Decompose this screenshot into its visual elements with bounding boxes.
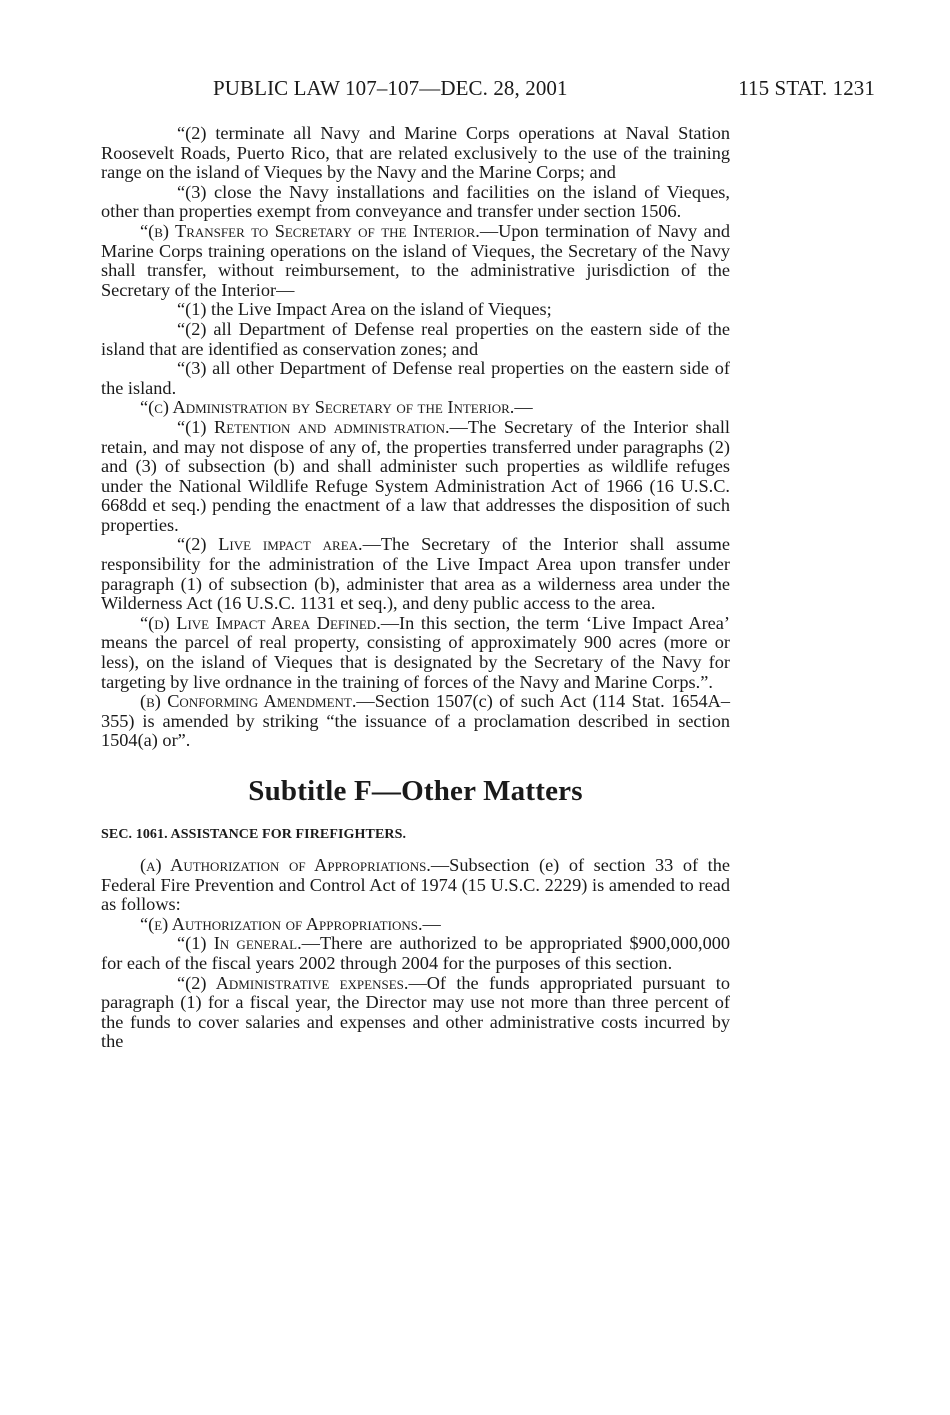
paragraph-text: —There are authorized to be appropriated $900,000,000 for each of the fiscal years 2002 through 2004 for the purposes of this section.	[101, 933, 730, 973]
paragraph-in-general	[101, 934, 730, 973]
paragraph-conforming-amendment	[101, 692, 730, 751]
paragraph-authorization-of-appropriations	[101, 856, 730, 915]
paragraph-close-installations: “(3) close the Navy installations and facilities on the island of Vieques, other than properties exempt from conveyance and transfer under section 1506.	[101, 181, 730, 222]
section-heading: SEC. 1061. ASSISTANCE FOR FIREFIGHTERS.	[101, 827, 407, 842]
paragraph-administration-heading	[101, 398, 730, 418]
paragraph-heading: “(1) In general.	[177, 933, 302, 954]
paragraph-text: —The Secretary of the Interior shall retain, and may not dispose of any of, the properties transferred under paragraphs (2) and (3) of subsection (b) and shall administer such properties as wildlife refuges under the National Wildlife Refuge System Administration Act of 1966 (16 U.S.C. 668dd et seq.) pending the enactment of a law that addresses the disposition of such properties.	[101, 416, 731, 535]
paragraph-administrative-expenses	[101, 974, 730, 1052]
paragraph-live-impact-area	[101, 535, 730, 613]
paragraph-heading: (a) Authorization of Appropriations.	[140, 855, 431, 875]
text-column	[101, 124, 730, 1052]
paragraph-text: —The Secretary of the Interior shall assume responsibility for the administration of the Live Impact Area upon transfer under paragraph (1) of subsection (b), administer that area as a wilderness area under the Wilderness Act (16 U.S.C. 1131 et seq.), and deny public access to the area.	[101, 534, 730, 614]
paragraph-live-impact-area-item: “(1) the Live Impact Area on the island of Vieques;	[177, 299, 552, 320]
statute-page-number: 115 STAT. 1231	[738, 76, 875, 100]
paragraph-transfer-to-interior	[101, 222, 730, 300]
paragraph-text: —	[422, 913, 441, 934]
paragraph-heading: “(2) Live impact area.	[177, 534, 363, 555]
subtitle-heading: Subtitle F—Other Matters	[248, 775, 583, 807]
paragraph-terminate-operations: “(2) terminate all Navy and Marine Corps operations at Naval Station Roosevelt Roads, Puerto Rico, that are related exclusively to the use of the training range on the island of Vieques by the Navy and the Marine Corps; and	[101, 123, 730, 183]
paragraph-text: —Of the funds appropriated pursuant to paragraph (1) for a fiscal year, the Director may use not more than three percent of the funds to cover salaries and expenses and other administrative costs incurred by the	[101, 972, 730, 1052]
paragraph-text: —In this section, the term ‘Live Impact Area’ means the parcel of real property, consisting of approximately 900 acres (more or less), on the island of Vieques that is designated by the Secretary of the Navy for targeting by live ordnance in the training of forces of the Navy and Marine Corps.”.	[101, 612, 730, 692]
paragraph-conservation-zones: “(2) all Department of Defense real properties on the eastern side of the island that are identified as conservation zones; and	[101, 318, 730, 359]
paragraph-heading: “(b) Transfer to Secretary of the Interior.	[140, 220, 480, 241]
paragraph-live-impact-area-defined	[101, 614, 730, 692]
paragraph-e-authorization-heading	[101, 915, 730, 935]
paragraph-heading: “(2) Administrative expenses.	[177, 972, 409, 993]
paragraph-other-real-properties: “(3) all other Department of Defense real properties on the eastern side of the island.	[101, 358, 730, 398]
paragraph-text: —Section 1507(c) of such Act (114 Stat. 1654A–355) is amended by striking “the issuance of a proclamation described in section 1504(a) or”.	[101, 691, 730, 751]
paragraph-heading: “(c) Administration by Secretary of the Interior.	[140, 397, 515, 418]
paragraph-text: —Upon termination of Navy and Marine Corps training operations on the island of Vieques, the Secretary of the Navy shall transfer, without reimbursement, to the administrative jurisdiction of the Secretary of the Interior—	[101, 220, 731, 300]
running-head	[213, 76, 875, 102]
paragraph-retention-administration	[101, 418, 730, 536]
paragraph-text: —Subsection (e) of section 33 of the Federal Fire Prevention and Control Act of 1974 (15 U.S.C. 2229) is amended to read as follows:	[101, 855, 730, 915]
paragraph-heading: (b) Conforming Amendment.	[140, 691, 357, 712]
paragraph-heading: “(d) Live Impact Area Defined.	[140, 612, 381, 633]
paragraph-heading: “(1) Retention and administration.	[177, 416, 450, 437]
paragraph-text: —	[514, 397, 533, 418]
law-date-header: PUBLIC LAW 107–107—DEC. 28, 2001	[213, 76, 568, 100]
paragraph-heading: “(e) Authorization of Appropriations.	[140, 913, 423, 934]
